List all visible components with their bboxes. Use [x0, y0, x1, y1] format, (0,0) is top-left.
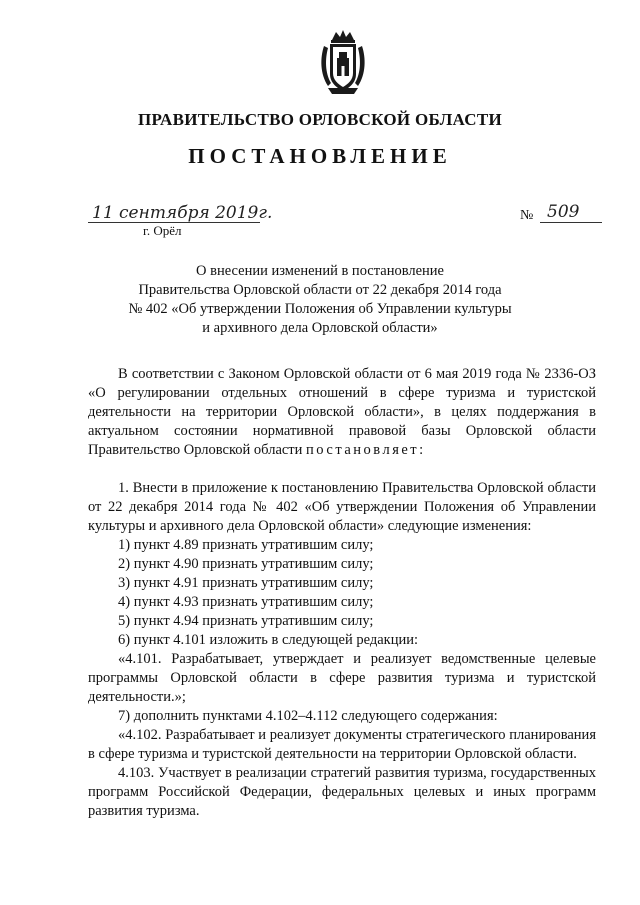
document-subject [100, 262, 540, 338]
clause-4-103: 4.103. Участвует в реализации стратегий развития туризма, государственных программ Российской Федерации, федеральных целевых и иных программ развития туризма. [88, 765, 596, 819]
list-item: 2) пункт 4.90 признать утратившим силу; [118, 556, 374, 572]
document-body [88, 365, 596, 821]
preamble-text: В соответствии с Законом Орловской области от 6 мая 2019 года № 2336-ОЗ «О регулировании отдельных отношений в сфере туризма и туристской деятельности на территории Орловской области», в целях поддержания в актуальном состоянии нормативной правовой базы Орловской области Правительство Орловской области [88, 366, 596, 458]
preamble-paragraph [88, 365, 596, 460]
list-item: 4) пункт 4.93 признать утратившим силу; [118, 594, 374, 610]
coat-of-arms-emblem [318, 28, 368, 96]
subject-line: Правительства Орловской области от 22 декабря 2014 года [138, 282, 502, 298]
handwritten-document-number: 509 [547, 202, 580, 222]
paragraph-1: 1. Внести в приложение к постановлению Правительства Орловской области от 22 декабря 2014 года № 402 «Об утверждении Положения об Управлении культуры и архивного дела Орловской области» следующие изменения: [88, 480, 596, 534]
document-type-title: ПОСТАНОВЛЕНИЕ [188, 144, 452, 168]
subject-line: О внесении изменений в постановление [196, 263, 444, 279]
list-item: 7) дополнить пунктами 4.102–4.112 следующего содержания: [118, 708, 498, 724]
list-item: 1) пункт 4.89 признать утратившим силу; [118, 537, 374, 553]
subject-line: № 402 «Об утверждении Положения об Управлении культуры [128, 301, 512, 317]
organization-name: ПРАВИТЕЛЬСТВО ОРЛОВСКОЙ ОБЛАСТИ [137, 110, 503, 129]
subject-line: и архивного дела Орловской области» [202, 320, 438, 336]
list-item: 3) пункт 4.91 признать утратившим силу; [118, 575, 374, 591]
number-underline [540, 222, 602, 223]
quoted-clause-4-102: «4.102. Разрабатывает и реализует документы стратегического планирования в сфере туризма и туристской деятельности на территории Орловской области. [88, 727, 596, 762]
quoted-clause-4-101: «4.101. Разрабатывает, утверждает и реализует ведомственные целевые программы Орловской области в сфере развития туризма и туристской деятельности.»; [88, 651, 596, 705]
city-name: г. Орёл [143, 223, 182, 238]
decree-word: постановляет: [306, 442, 426, 458]
document-number-label: № [520, 208, 534, 223]
list-item: 5) пункт 4.94 признать утратившим силу; [118, 613, 374, 629]
list-item: 6) пункт 4.101 изложить в следующей редакции: [118, 632, 418, 648]
handwritten-date: 11 сентября 2019г. [92, 203, 273, 223]
